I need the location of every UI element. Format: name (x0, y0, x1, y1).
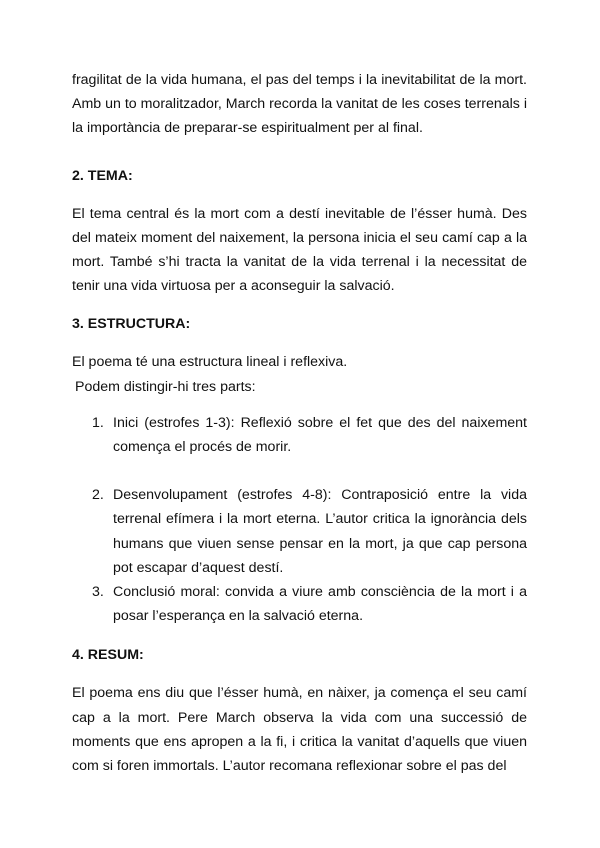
list-item-number: 1. (92, 414, 104, 431)
estructura-intro-line: El poema té una estructura lineal i reflexiva. (72, 354, 348, 371)
list-item (92, 483, 527, 580)
estructura-parts-list (72, 411, 527, 629)
tema-paragraph: El tema central és la mort com a destí inevitable de l’ésser humà. Des del mateix moment del naixement, la persona inicia el seu camí cap a la mort. També s’hi tracta la vanitat de la vida terrenal i la necessitat de tenir una vida virtuosa per a aconseguir la salvació. (72, 205, 527, 295)
section-heading-tema: 2. TEMA: (72, 167, 133, 184)
intro-paragraph: fragilitat de la vida humana, el pas del temps i la inevitabilitat de la mort. Amb un to moralitzador, March recorda la vanitat de les coses terrenals i la importància de preparar-se espiritualment per al final. (72, 72, 527, 137)
list-item-number: 2. (92, 487, 104, 504)
estructura-parts-line: Podem distingir-hi tres parts: (75, 378, 256, 395)
list-item (92, 411, 527, 459)
list-item-number: 3. (92, 584, 104, 601)
list-item-text: Inici (estrofes 1-3): Reflexió sobre el fet que des del naixement comença el procés de morir. (113, 414, 527, 456)
document-page (72, 68, 527, 778)
resum-paragraph: El poema ens diu que l’ésser humà, en nàixer, ja comença el seu camí cap a la mort. Pere March observa la vida com una successió de moments que ens apropen a la fi, i critica la vanitat d’aquells que viuen com si foren immortals. L’autor recomana reflexionar sobre el pas del (72, 685, 527, 775)
list-item (92, 580, 527, 628)
list-item-text: Conclusió moral: convida a viure amb consciència de la mort i a posar l’esperança en la salvació eterna. (113, 584, 527, 625)
section-heading-resum: 4. RESUM: (72, 647, 144, 664)
list-item-text: Desenvolupament (estrofes 4-8): Contraposició entre la vida terrenal efímera i la mort eterna. L’autor critica la ignorància dels humans que viuen sense pensar en la mort, ja que cap persona pot escapar d’aquest destí. (113, 487, 527, 576)
section-heading-estructura: 3. ESTRUCTURA: (72, 316, 191, 333)
